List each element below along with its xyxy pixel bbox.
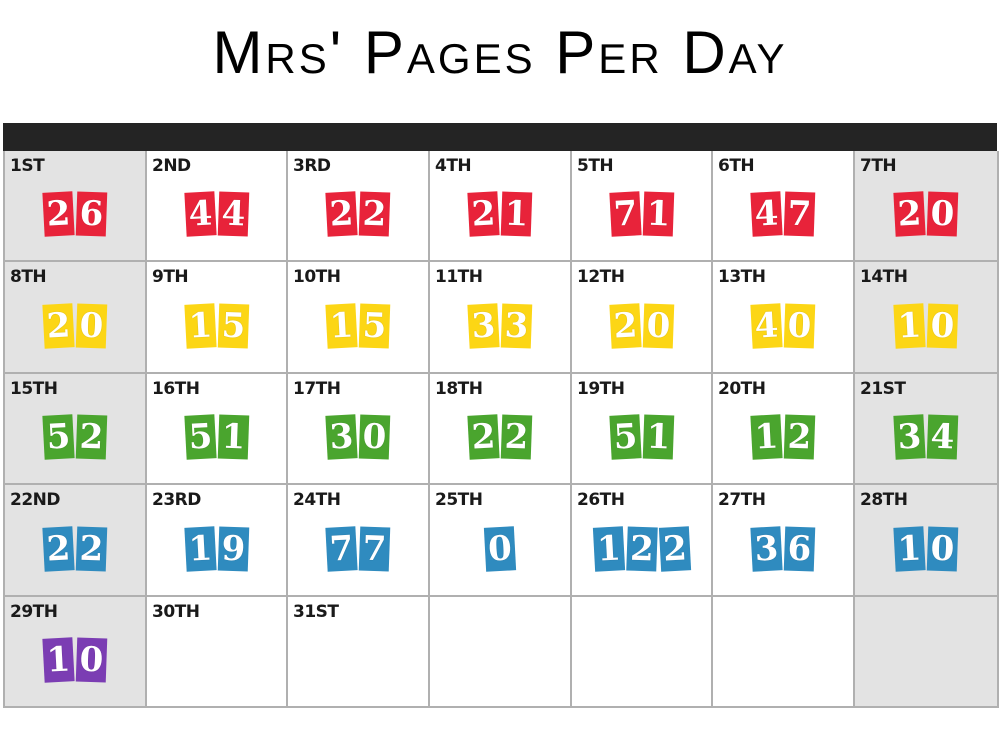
digit-tile: 0 <box>76 303 108 348</box>
calendar-day-cell <box>713 485 855 596</box>
calendar-day-cell <box>713 262 855 373</box>
digit-tile: 2 <box>42 303 74 349</box>
calendar-day-cell <box>572 597 713 708</box>
pages-count-badge <box>44 527 107 571</box>
day-label: 4TH <box>435 156 472 176</box>
digit-tile: 0 <box>484 526 516 572</box>
digit-tile: 3 <box>467 303 499 349</box>
digit-tile: 7 <box>359 526 391 571</box>
digit-tile: 2 <box>467 414 499 460</box>
digit-tile: 3 <box>750 526 782 572</box>
digit-tile: 2 <box>609 303 641 349</box>
calendar-day-cell <box>855 597 999 708</box>
digit-tile: 1 <box>592 526 624 572</box>
pages-count-badge <box>44 304 107 348</box>
day-label: 15TH <box>10 378 58 399</box>
calendar-day-cell <box>288 262 430 373</box>
pages-count-badge <box>895 527 958 571</box>
digit-tile: 0 <box>927 526 959 571</box>
calendar-day-cell <box>572 151 713 262</box>
digit-tile: 0 <box>642 303 674 348</box>
calendar-day-cell <box>5 374 147 485</box>
digit-tile: 2 <box>658 526 690 572</box>
day-label: 27TH <box>718 490 766 511</box>
day-label: 7TH <box>860 156 897 176</box>
day-label: 2ND <box>152 156 191 176</box>
day-label: 30TH <box>152 601 200 622</box>
digit-tile: 2 <box>784 415 816 460</box>
calendar-day-cell <box>572 262 713 373</box>
day-label: 22ND <box>10 490 60 511</box>
pages-count-badge <box>752 192 815 236</box>
digit-tile: 0 <box>927 192 959 237</box>
day-label: 9TH <box>152 267 189 288</box>
digit-tile: 3 <box>501 303 533 348</box>
digit-tile: 5 <box>359 303 391 348</box>
pages-count-badge <box>752 415 815 459</box>
digit-tile: 1 <box>501 192 533 237</box>
digit-tile: 1 <box>184 526 216 572</box>
digit-tile: 1 <box>893 303 925 349</box>
day-label: 10TH <box>293 267 341 288</box>
pages-count-badge <box>44 415 107 459</box>
calendar-day-cell <box>430 262 572 373</box>
calendar-day-cell <box>288 597 430 708</box>
pages-count-badge <box>185 192 248 236</box>
digit-tile: 3 <box>325 414 357 460</box>
digit-tile: 0 <box>359 415 391 460</box>
digit-tile: 7 <box>609 192 641 238</box>
calendar-day-cell <box>430 151 572 262</box>
digit-tile: 1 <box>42 637 74 683</box>
day-label: 26TH <box>577 490 625 511</box>
day-label: 5TH <box>577 156 614 176</box>
calendar-day-cell <box>147 262 288 373</box>
pages-count-badge <box>752 527 815 571</box>
calendar-day-cell <box>5 151 147 262</box>
digit-tile: 4 <box>184 192 216 238</box>
day-label: 25TH <box>435 490 483 511</box>
digit-tile: 1 <box>184 303 216 349</box>
pages-count-badge <box>895 192 958 236</box>
pages-count-badge <box>895 304 958 348</box>
page-title: Mrs' Pages Per Day <box>212 19 788 86</box>
pages-count-badge <box>185 415 248 459</box>
pages-count-badge <box>327 527 390 571</box>
pages-count-badge <box>327 304 390 348</box>
digit-tile: 0 <box>76 638 108 683</box>
calendar-day-cell <box>855 262 999 373</box>
digit-tile: 1 <box>642 415 674 460</box>
pages-count-badge <box>44 638 107 682</box>
calendar-day-cell <box>713 374 855 485</box>
day-label: 13TH <box>718 267 766 288</box>
digit-tile: 9 <box>217 526 249 571</box>
calendar-grid <box>3 151 997 708</box>
digit-tile: 0 <box>927 303 959 348</box>
digit-tile: 2 <box>76 526 108 571</box>
pages-count-badge <box>895 415 958 459</box>
day-label: 19TH <box>577 378 625 399</box>
calendar-day-cell <box>855 485 999 596</box>
digit-tile: 7 <box>325 526 357 572</box>
digit-tile: 2 <box>467 192 499 238</box>
digit-tile: 2 <box>42 192 74 238</box>
digit-tile: 1 <box>750 414 782 460</box>
digit-tile: 7 <box>784 192 816 237</box>
digit-tile: 4 <box>750 192 782 238</box>
day-label: 17TH <box>293 378 341 399</box>
digit-tile: 4 <box>927 415 959 460</box>
pages-count-badge <box>752 304 815 348</box>
calendar-header-bar <box>3 123 997 151</box>
digit-tile: 0 <box>784 303 816 348</box>
digit-tile: 5 <box>609 414 641 460</box>
digit-tile: 1 <box>642 192 674 237</box>
day-label: 11TH <box>435 267 483 288</box>
day-label: 12TH <box>577 267 625 288</box>
calendar-day-cell <box>147 597 288 708</box>
calendar-day-cell <box>5 485 147 596</box>
pages-count-badge <box>469 304 532 348</box>
pages-count-badge <box>185 304 248 348</box>
day-label: 6TH <box>718 156 755 176</box>
digit-tile: 5 <box>42 414 74 460</box>
digit-tile: 2 <box>501 415 533 460</box>
pages-count-badge <box>610 192 673 236</box>
calendar-day-cell <box>288 485 430 596</box>
calendar-day-cell <box>5 597 147 708</box>
pages-count-badge <box>327 192 390 236</box>
day-label: 24TH <box>293 490 341 511</box>
day-label: 16TH <box>152 378 200 399</box>
day-label: 1ST <box>10 156 45 176</box>
calendar-day-cell <box>430 374 572 485</box>
day-label: 21ST <box>860 378 906 399</box>
calendar-day-cell <box>855 374 999 485</box>
day-label: 20TH <box>718 378 766 399</box>
digit-tile: 1 <box>893 526 925 572</box>
pages-count-badge <box>327 415 390 459</box>
calendar-day-cell <box>430 597 572 708</box>
digit-tile: 6 <box>76 192 108 237</box>
day-label: 8TH <box>10 267 47 288</box>
calendar-day-cell <box>855 151 999 262</box>
digit-tile: 2 <box>76 415 108 460</box>
calendar-day-cell <box>713 597 855 708</box>
pages-count-badge <box>594 527 690 571</box>
digit-tile: 2 <box>325 192 357 238</box>
calendar-day-cell <box>147 151 288 262</box>
digit-tile: 2 <box>42 526 74 572</box>
pages-count-badge <box>485 527 515 571</box>
digit-tile: 1 <box>217 415 249 460</box>
day-label: 14TH <box>860 267 908 288</box>
digit-tile: 3 <box>893 414 925 460</box>
digit-tile: 1 <box>325 303 357 349</box>
digit-tile: 2 <box>359 192 391 237</box>
pages-count-badge <box>610 304 673 348</box>
pages-count-badge <box>469 192 532 236</box>
calendar-day-cell <box>288 374 430 485</box>
calendar-day-cell <box>5 262 147 373</box>
calendar-day-cell <box>572 485 713 596</box>
calendar-day-cell <box>572 374 713 485</box>
digit-tile: 4 <box>750 303 782 349</box>
digit-tile: 6 <box>784 526 816 571</box>
digit-tile: 2 <box>893 192 925 238</box>
pages-count-badge <box>610 415 673 459</box>
pages-count-badge <box>44 192 107 236</box>
calendar-day-cell <box>713 151 855 262</box>
digit-tile: 2 <box>626 526 658 571</box>
calendar-day-cell <box>288 151 430 262</box>
calendar-day-cell <box>147 485 288 596</box>
pages-count-badge <box>185 527 248 571</box>
day-label: 23RD <box>152 490 201 511</box>
digit-tile: 5 <box>184 414 216 460</box>
digit-tile: 5 <box>217 303 249 348</box>
day-label: 29TH <box>10 601 58 622</box>
calendar-day-cell <box>430 485 572 596</box>
digit-tile: 4 <box>217 192 249 237</box>
day-label: 3RD <box>293 156 331 176</box>
day-label: 28TH <box>860 490 908 511</box>
day-label: 18TH <box>435 378 483 399</box>
pages-count-badge <box>469 415 532 459</box>
day-label: 31ST <box>293 601 339 622</box>
calendar-day-cell <box>147 374 288 485</box>
